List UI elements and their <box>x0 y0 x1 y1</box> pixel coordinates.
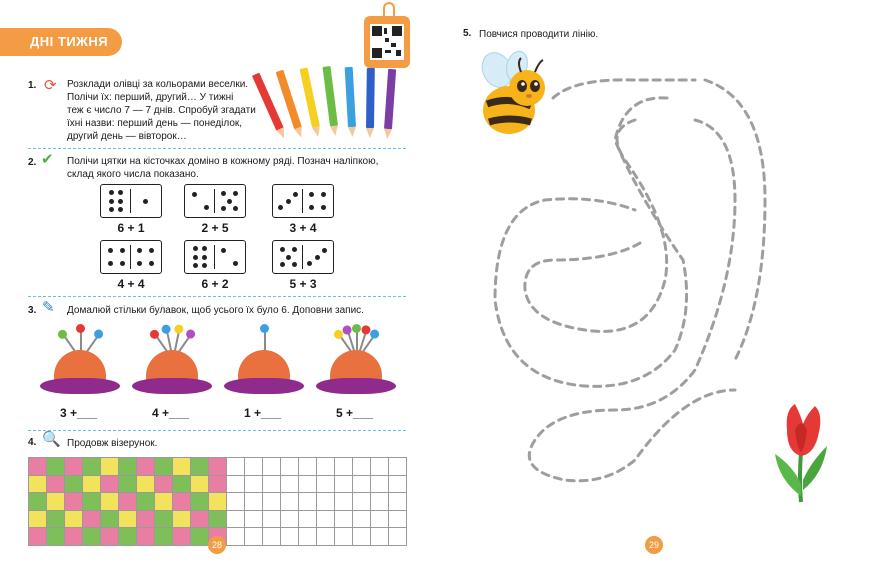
domino-dot <box>286 255 291 260</box>
grid-cell[interactable] <box>299 493 317 511</box>
grid-cell[interactable] <box>227 528 245 546</box>
grid-cell[interactable] <box>227 510 245 528</box>
grid-cell[interactable] <box>83 510 101 528</box>
section-title: ДНІ ТИЖНЯ <box>0 28 122 56</box>
magnifier-butterfly-icon: 🔍 <box>42 431 61 448</box>
grid-cell[interactable] <box>101 475 119 493</box>
task-2-number: 2. <box>28 157 37 168</box>
divider <box>28 430 406 431</box>
domino-dot <box>109 199 114 204</box>
domino-dot <box>322 248 327 253</box>
pin-head <box>260 324 269 333</box>
task-1-line: Розклади олівці за кольорами веселки. <box>67 79 249 90</box>
grid-cell[interactable] <box>155 458 173 476</box>
tulip-illustration <box>765 400 845 505</box>
pincushion <box>222 322 306 402</box>
grid-cell[interactable] <box>371 475 389 493</box>
pincushion-label: 3 +___ <box>60 406 98 420</box>
task-1-line: другий день — вівторок… <box>67 131 187 142</box>
grid-cell[interactable] <box>101 493 119 511</box>
grid-cell[interactable] <box>173 510 191 528</box>
grid-cell[interactable] <box>245 510 263 528</box>
domino-dot <box>307 261 312 266</box>
grid-cell[interactable] <box>371 528 389 546</box>
grid-cell[interactable] <box>65 510 83 528</box>
task-3-number: 3. <box>28 305 37 316</box>
grid-cell[interactable] <box>29 458 47 476</box>
grid-cell[interactable] <box>65 493 83 511</box>
domino-dot <box>193 263 198 268</box>
domino-dot <box>120 261 125 266</box>
domino-dot <box>137 248 142 253</box>
grid-cell[interactable] <box>173 458 191 476</box>
domino <box>272 240 334 274</box>
divider <box>28 296 406 297</box>
task-5-number: 5. <box>463 28 472 39</box>
domino-label: 4 + 4 <box>117 277 145 291</box>
grid-cell[interactable] <box>29 510 47 528</box>
grid-cell[interactable] <box>389 493 407 511</box>
domino <box>272 184 334 218</box>
grid-cell[interactable] <box>191 458 209 476</box>
grid-cell[interactable] <box>173 493 191 511</box>
domino-dot <box>109 207 114 212</box>
domino-dot <box>233 261 238 266</box>
grid-cell[interactable] <box>371 510 389 528</box>
grid-cell[interactable] <box>389 458 407 476</box>
grid-cell[interactable] <box>263 528 281 546</box>
grid-cell[interactable] <box>173 528 191 546</box>
grid-cell[interactable] <box>263 475 281 493</box>
grid-cell[interactable] <box>353 458 371 476</box>
pencils-illustration <box>262 60 412 142</box>
grid-cell[interactable] <box>29 528 47 546</box>
grid-cell[interactable] <box>101 510 119 528</box>
grid-cell[interactable] <box>191 493 209 511</box>
qr-code-icon[interactable] <box>370 24 404 60</box>
grid-cell[interactable] <box>119 528 137 546</box>
grid-cell[interactable] <box>209 510 227 528</box>
domino-dot <box>120 248 125 253</box>
grid-cell[interactable] <box>227 458 245 476</box>
domino <box>100 184 162 218</box>
domino-label: 2 + 5 <box>201 221 229 235</box>
domino-dot <box>202 246 207 251</box>
grid-cell[interactable] <box>137 475 155 493</box>
grid-cell[interactable] <box>209 458 227 476</box>
domino-dot <box>227 199 232 204</box>
domino-dot <box>109 190 114 195</box>
task-2-line: склад якого числа показано. <box>67 169 199 180</box>
grid-cell[interactable] <box>317 458 335 476</box>
pencil <box>384 69 396 129</box>
grid-cell[interactable] <box>317 528 335 546</box>
grid-cell[interactable] <box>137 493 155 511</box>
grid-cell[interactable] <box>299 458 317 476</box>
task-3-text: Домалюй стільки булавок, щоб усього їх було 6. Доповни запис. <box>67 305 364 316</box>
domino-dot <box>233 206 238 211</box>
grid-cell[interactable] <box>353 528 371 546</box>
pincushion <box>314 322 398 402</box>
pencil <box>366 68 375 128</box>
domino-label: 6 + 2 <box>201 277 229 291</box>
grid-cell[interactable] <box>65 475 83 493</box>
task-5-text: Повчися проводити лінію. <box>479 29 599 40</box>
grid-cell[interactable] <box>83 528 101 546</box>
domino-dot <box>108 261 113 266</box>
pincushion-label: 5 +___ <box>336 406 374 420</box>
page-number-left: 28 <box>208 536 226 554</box>
domino-label: 3 + 4 <box>289 221 317 235</box>
pin-head <box>352 324 361 333</box>
pencil <box>300 67 320 127</box>
domino-dot <box>286 199 291 204</box>
grid-cell[interactable] <box>65 458 83 476</box>
domino-dot <box>193 255 198 260</box>
grid-cell[interactable] <box>335 475 353 493</box>
domino <box>100 240 162 274</box>
task-4-number: 4. <box>28 437 37 448</box>
grid-cell[interactable] <box>299 510 317 528</box>
domino-dot <box>202 263 207 268</box>
pin-head <box>184 328 197 341</box>
domino-dot <box>137 261 142 266</box>
grid-cell[interactable] <box>245 458 263 476</box>
domino <box>184 184 246 218</box>
grid-cell[interactable] <box>263 493 281 511</box>
grid-cell[interactable] <box>173 475 191 493</box>
grid-cell[interactable] <box>137 458 155 476</box>
grid-cell[interactable] <box>353 475 371 493</box>
domino-dot <box>204 205 209 210</box>
grid-cell[interactable] <box>389 475 407 493</box>
grid-cell[interactable] <box>245 475 263 493</box>
grid-cell[interactable] <box>137 510 155 528</box>
domino-dot <box>143 199 148 204</box>
grid-cell[interactable] <box>119 475 137 493</box>
domino-dot <box>221 206 226 211</box>
grid-cell[interactable] <box>371 458 389 476</box>
grid-cell[interactable] <box>335 528 353 546</box>
grid-cell[interactable] <box>281 510 299 528</box>
grid-cell[interactable] <box>191 510 209 528</box>
grid-cell[interactable] <box>83 475 101 493</box>
domino-dot <box>293 192 298 197</box>
cycle-arrows-icon: ⟳ <box>44 77 57 94</box>
pin-head <box>174 324 185 335</box>
domino-dot <box>292 262 297 267</box>
pin-head <box>56 328 69 341</box>
domino-dot <box>193 246 198 251</box>
grid-cell[interactable] <box>155 510 173 528</box>
domino-dot <box>118 190 123 195</box>
grid-cell[interactable] <box>83 458 101 476</box>
domino-dot <box>280 262 285 267</box>
domino-dot <box>108 248 113 253</box>
pattern-grid[interactable] <box>28 457 407 546</box>
domino-dot <box>280 247 285 252</box>
grid-cell[interactable] <box>119 493 137 511</box>
task-2-line: Полічи цятки на кісточках доміно в кожному ряді. Познач наліпкою, <box>67 156 379 167</box>
grid-cell[interactable] <box>335 493 353 511</box>
pencil-draw-icon: ✎ <box>42 299 55 316</box>
pin-head <box>148 328 161 341</box>
grid-cell[interactable] <box>353 493 371 511</box>
domino-dot <box>315 255 320 260</box>
grid-cell[interactable] <box>29 493 47 511</box>
domino-dot <box>278 205 283 210</box>
grid-cell[interactable] <box>245 528 263 546</box>
grid-cell[interactable] <box>83 493 101 511</box>
grid-cell[interactable] <box>65 528 83 546</box>
grid-cell[interactable] <box>317 475 335 493</box>
pin-head <box>92 328 105 341</box>
grid-cell[interactable] <box>119 510 137 528</box>
grid-cell[interactable] <box>353 510 371 528</box>
domino <box>184 240 246 274</box>
grid-cell[interactable] <box>191 475 209 493</box>
domino-dot <box>221 248 226 253</box>
grid-cell[interactable] <box>299 475 317 493</box>
pencil <box>323 66 338 127</box>
pin-head <box>76 324 85 333</box>
task-2-text <box>67 155 417 181</box>
grid-cell[interactable] <box>209 493 227 511</box>
grid-cell[interactable] <box>281 493 299 511</box>
divider <box>28 148 406 149</box>
pincushion-label: 4 +___ <box>152 406 190 420</box>
task-1-number: 1. <box>28 80 37 91</box>
grid-cell[interactable] <box>371 493 389 511</box>
domino-dot <box>292 247 297 252</box>
task-1-text <box>67 78 267 143</box>
grid-cell[interactable] <box>281 475 299 493</box>
domino-dot <box>321 205 326 210</box>
task-1-line: теж є число 7 — 7 днів. Спробуй згадати <box>67 105 256 116</box>
domino-dot <box>118 199 123 204</box>
grid-cell[interactable] <box>389 528 407 546</box>
grid-cell[interactable] <box>263 510 281 528</box>
domino-dot <box>192 192 197 197</box>
domino-label: 6 + 1 <box>117 221 145 235</box>
task-1-line: Полічи їх: перший, другий… У тижні <box>67 92 234 103</box>
grid-cell[interactable] <box>245 493 263 511</box>
grid-cell[interactable] <box>47 475 65 493</box>
pincushion <box>38 322 122 402</box>
grid-cell[interactable] <box>191 528 209 546</box>
grid-cell[interactable] <box>209 475 227 493</box>
pin-head <box>161 324 172 335</box>
domino-dot <box>309 205 314 210</box>
grid-cell[interactable] <box>281 458 299 476</box>
grid-cell[interactable] <box>335 458 353 476</box>
pencil <box>345 67 356 127</box>
grid-cell[interactable] <box>227 475 245 493</box>
pincushion <box>130 322 214 402</box>
grid-cell[interactable] <box>119 458 137 476</box>
domino-dot <box>309 192 314 197</box>
domino-dot <box>233 191 238 196</box>
grid-cell[interactable] <box>47 510 65 528</box>
grid-cell[interactable] <box>299 528 317 546</box>
domino-label: 5 + 3 <box>289 277 317 291</box>
grid-cell[interactable] <box>47 458 65 476</box>
grid-cell[interactable] <box>263 458 281 476</box>
domino-dot <box>202 255 207 260</box>
grid-cell[interactable] <box>101 458 119 476</box>
grid-cell[interactable] <box>29 475 47 493</box>
domino-dot <box>118 207 123 212</box>
grid-cell[interactable] <box>227 493 245 511</box>
grid-cell[interactable] <box>281 528 299 546</box>
domino-dot <box>149 248 154 253</box>
domino-dot <box>221 191 226 196</box>
grid-cell[interactable] <box>389 510 407 528</box>
grid-cell[interactable] <box>317 510 335 528</box>
pincushion-label: 1 +___ <box>244 406 282 420</box>
grid-cell[interactable] <box>137 528 155 546</box>
task-4-text: Продовж візерунок. <box>67 438 158 449</box>
grid-cell[interactable] <box>47 528 65 546</box>
checkmark-icon: ✔ <box>41 151 54 168</box>
grid-cell[interactable] <box>155 528 173 546</box>
domino-dot <box>149 261 154 266</box>
task-1-line: їхні назви: перший день — понеділок, <box>67 118 243 129</box>
grid-cell[interactable] <box>317 493 335 511</box>
grid-cell[interactable] <box>101 528 119 546</box>
grid-cell[interactable] <box>47 493 65 511</box>
page-number-right: 29 <box>645 536 663 554</box>
right-page <box>435 0 870 566</box>
grid-cell[interactable] <box>155 475 173 493</box>
grid-cell[interactable] <box>335 510 353 528</box>
grid-cell[interactable] <box>155 493 173 511</box>
domino-dot <box>321 192 326 197</box>
